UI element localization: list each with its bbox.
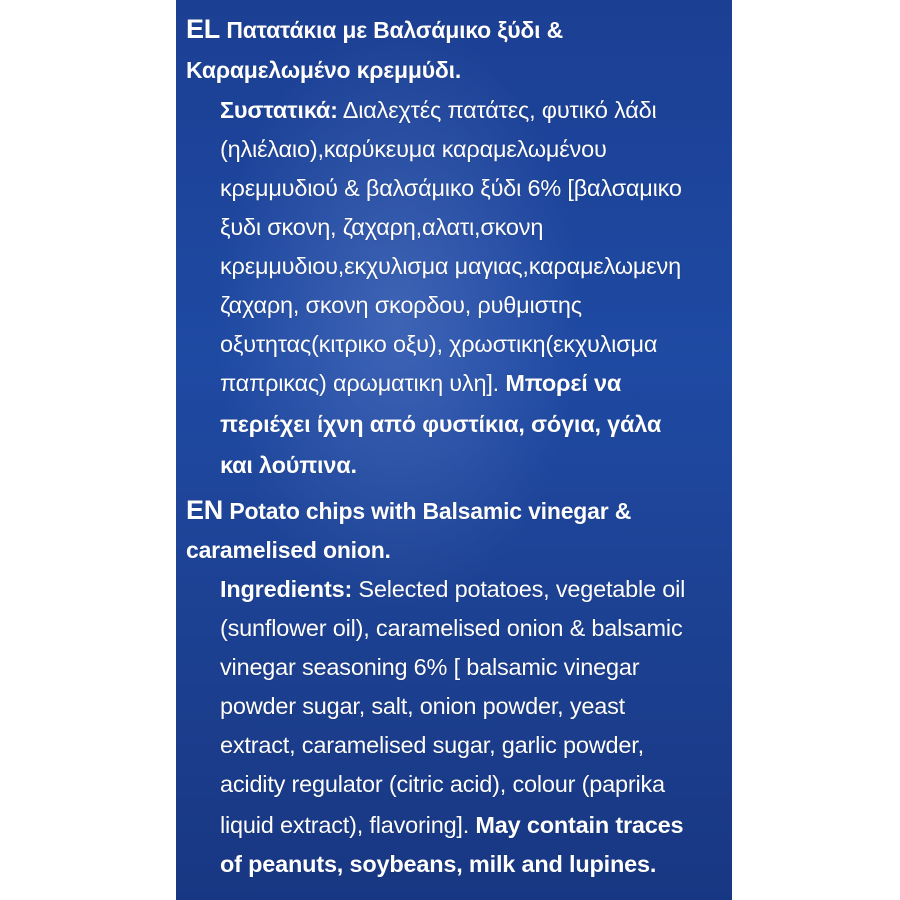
greek-title-line-1	[186, 14, 563, 45]
english-allergen-text-1: May contain traces	[475, 812, 684, 838]
greek-allergen-line-2: περιέχει ίχνη από φυστίκια, σόγια, γάλα	[220, 411, 662, 437]
english-ingredients-line-7	[220, 812, 683, 839]
greek-ingredients-line-3: κρεμμυδιού & βαλσάμικο ξύδι 6% [βαλσαμικο	[220, 175, 682, 201]
greek-allergen-line-3: και λούπινα.	[220, 452, 357, 478]
greek-ingredients-label: Συστατικά:	[220, 97, 338, 123]
english-ingredients-line-1	[220, 576, 685, 603]
english-ingredients-line-3: vinegar seasoning 6% [ balsamic vinegar	[220, 654, 640, 680]
english-title-line-1	[186, 495, 631, 526]
english-lang-code: EN	[186, 495, 224, 525]
english-ingredients-line-4: powder sugar, salt, onion powder, yeast	[220, 693, 626, 719]
english-ingredients-text-7: liquid extract), flavoring].	[220, 812, 476, 838]
greek-ingredients-text-8: παπρικας) αρωματικη υλη].	[220, 370, 506, 396]
ingredients-label-panel	[176, 0, 732, 900]
greek-ingredients-line-8	[220, 370, 621, 397]
greek-ingredients-line-2: (ηλιέλαιο),καρύκευμα καραμελωμένου	[220, 136, 607, 162]
greek-allergen-text-1: Μπορεί να	[505, 370, 622, 396]
greek-ingredients-line-4: ξυδι σκονη, ζαχαρη,αλατι,σκονη	[220, 214, 544, 240]
greek-title-text-1: Πατατάκια με Βαλσάμικο ξύδι &	[226, 17, 563, 43]
greek-ingredients-text-1: Διαλεχτές πατάτες, φυτικό λάδι	[337, 97, 657, 123]
greek-lang-code: EL	[186, 14, 221, 44]
english-title-line-2: caramelised onion.	[186, 537, 391, 563]
greek-ingredients-line-5: κρεμμυδιου,εκχυλισμα μαγιας,καραμελωμενη	[220, 253, 681, 279]
english-ingredients-text-1: Selected potatoes, vegetable oil	[352, 576, 686, 602]
greek-ingredients-line-7: οξυτητας(κιτρικο οξυ), χρωστικη(εκχυλισμα	[220, 331, 658, 357]
english-title-text-1: Potato chips with Balsamic vinegar &	[229, 498, 632, 524]
english-ingredients-label: Ingredients:	[220, 576, 353, 602]
greek-title-line-2: Καραμελωμένο κρεμμύδι.	[186, 57, 462, 83]
english-ingredients-line-6: acidity regulator (citric acid), colour (paprika	[220, 771, 665, 797]
english-ingredients-line-5: extract, caramelised sugar, garlic powder,	[220, 732, 644, 758]
english-allergen-line-2: of peanuts, soybeans, milk and lupines.	[220, 851, 657, 877]
greek-ingredients-line-6: ζαχαρη, σκονη σκορδου, ρυθμιστης	[220, 292, 582, 318]
english-ingredients-line-2: (sunflower oil), caramelised onion & balsamic	[220, 615, 683, 641]
greek-ingredients-line-1	[220, 97, 657, 124]
